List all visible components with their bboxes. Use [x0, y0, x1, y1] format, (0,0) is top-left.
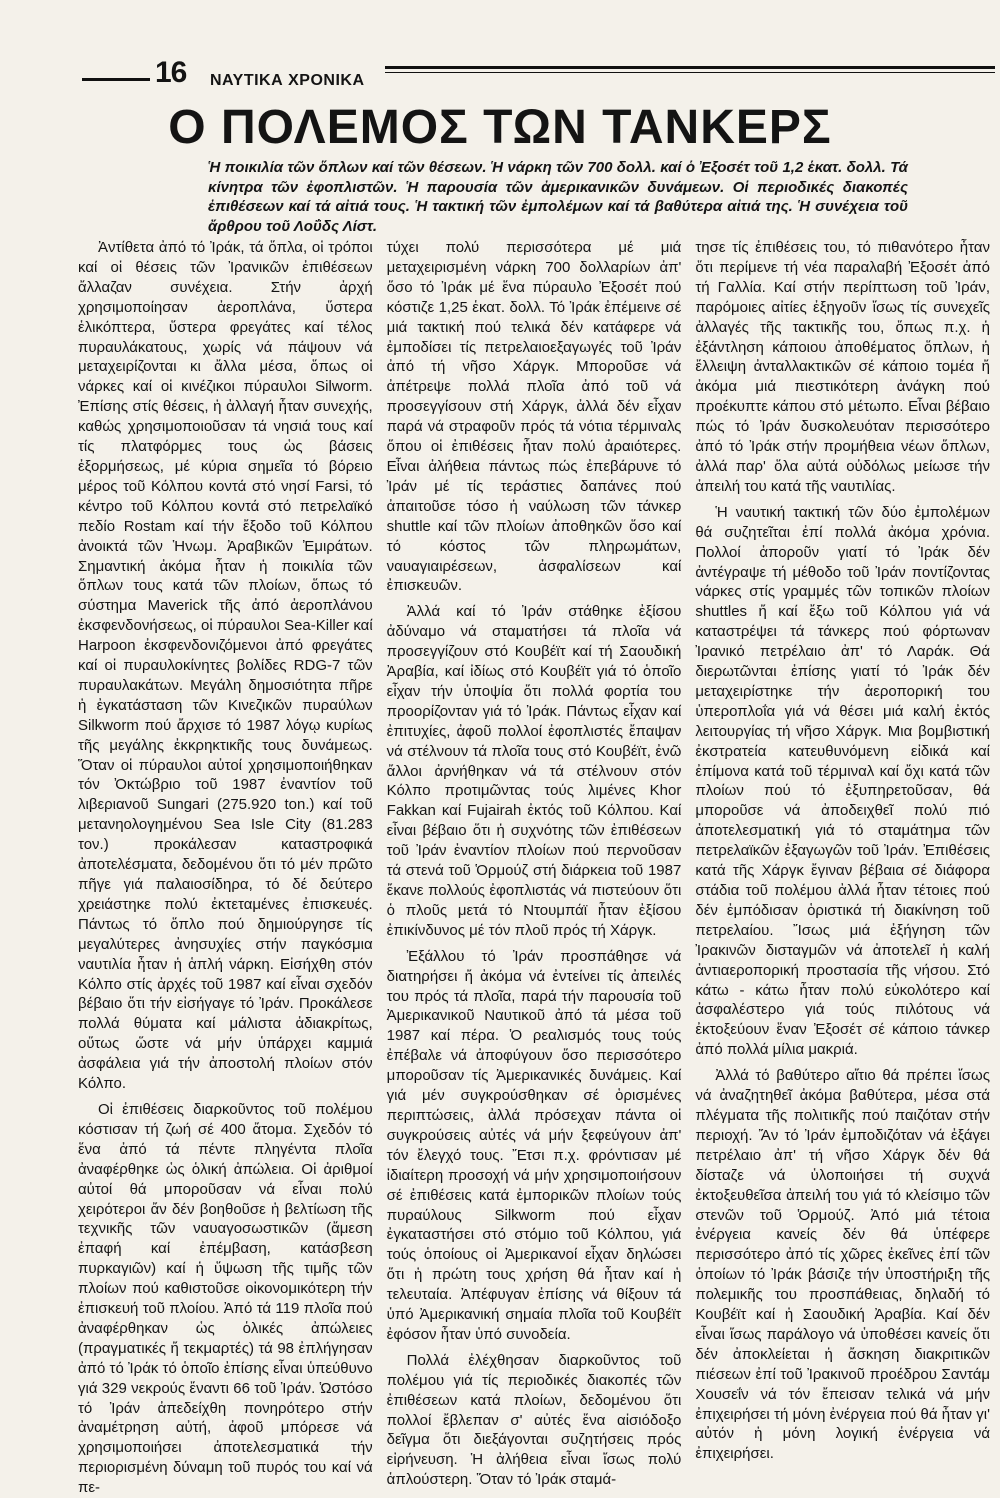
paragraph: Ἡ ναυτική τακτική τῶν δύο ἐμπολέμων θά συζητεῖται ἐπί πολλά ἀκόμα χρόνια. Πολλοί ἀποροῦν γιατί τό Ἰράκ δέν ἀντέγραψε τή μέθοδο τοῦ Ἰράν ποντίζοντας νάρκες στίς γραμμές τῶν τοπικῶν πλοίων shuttles ἤ καί ἔξω τοῦ Κόλπου γιά νά καταστρέψει τά τάνκερς πού φόρτωναν Ἰρανικό πετρέλαιο ἀπ' τό Λαράκ. Θά διερωτῶνται ἐπίσης γιατί τό Ἰράκ δέν μεταχειρίστηκε τήν ἀεροπορική του ὑπεροπλοΐα γιά νά θέσει μιά καλή ἐκτός λειτουργίας τή νῆσο Χάργκ. Μια βομβιστική ἐκστρατεία κατευθυνόμενη εἰδικά καί ἐπίμονα κατά τοῦ τέρμιναλ καί ὄχι κατά τῶν πλοίων πού τό ἐξυπηρετοῦσαν, θά μποροῦσε νά ἀποδειχθεῖ πολύ πιό ἀποτελεσματική γιά τό σταμάτημα τῶν πετρελαϊκῶν ἐξαγωγῶν τοῦ Ἰράν. Ἐπιθέσεις κατά τῆς Χάργκ ἔγιναν βέβαια σέ διάφορα στάδια τοῦ πολέμου ἀλλά ἦταν τέτοιες πού δέν ἐμπόδισαν ὁριστικά τή διακίνηση τοῦ πετρελαίου. Ἴσως μιά ἐξήγηση τῶν Ἰρακινῶν δισταγμῶν νά ἀποτελεῖ ἡ καλή ἀντιαεροπορική προστασία τῆς νήσου. Στό κάτω - κάτω ἦταν πολύ εὐκολότερο καί ἀσφαλέστερο γιά τούς πιλότους νά ἐκτοξεύουν ἕναν Ἐξοσέτ σέ κάποιο τάνκερ ἀπό πολλά μίλια μακριά. [695, 503, 991, 1059]
paragraph: Πολλά ἐλέχθησαν διαρκοῦντος τοῦ πολέμου γιά τίς περιοδικές διακοπές τῶν ἐπιθέσεων κατά πλοίων, δεδομένου ὅτι πολλοί ἔβλεπαν σ' αὐτές ἕνα αἰσιόδοξο δεῖγμα ὅτι διεξάγονται συζητήσεις πρός εἰρήνευση. Ἡ ἀλήθεια εἶναι ἴσως πολύ ἁπλούστερη. Ὅταν τό Ἰράκ σταμά- [386, 1351, 682, 1489]
header-rule-right-thin [385, 72, 995, 73]
header-rule-left [82, 78, 150, 81]
paragraph: Ἀντίθετα ἀπό τό Ἰράκ, τά ὅπλα, οἱ τρόποι καί οἱ θέσεις τῶν Ἰρανικῶν ἐπιθέσεων ἄλλαζαν συνέχεια. Στήν ἀρχή χρησιμοποίησαν ἀεροπλάνα, ὕστερα ἑλικόπτερα, ὕστερα φρεγάτες καί τέλος πυραυλάκατους, χωρίς νά πάψουν νά μεταχειρίζονται κι ἄλλα μέσα, ὅπως οἱ νάρκες καί οἱ κινέζικοι πύραυλοι Silworm. Ἐπίσης στίς θέσεις, ἡ ἀλλαγή ἦταν συνεχής, καθώς χρησιμοποιοῦσαν τά νησιά τους καί τίς πλατφόρμες τους ὡς βάσεις ἐξορμήσεως, μέ κύρια σημεῖα τό βόρειο μέρος τοῦ Κόλπου κοντά στό νησί Farsi, τό κέντρο τοῦ Κόλπου κοντά στό πετρελαϊκό πεδίο Rostam καί τήν ἔξοδο τοῦ Κόλπου ἀνοικτά τῶν Ἡνωμ. Ἀραβικῶν Ἐμιράτων. Σημαντική ἀκόμα ἦταν ἡ ποικιλία τῶν ὅπλων τους κατά τῶν πλοίων, ὅπως τό σύστημα Maverick τῆς ἀπό ἀεροπλάνου ἐκσφενδονήσεως, οἱ πύραυλοι Sea-Killer καί Harpoon ἐκσφενδονιζόμενοι ἀπό φρεγάτες καί οἱ πυραυλοκίνητες βολίδες RDG-7 τῶν πυραυλακάτων. Μεγάλη δημοσιότητα πῆρε ἡ ἐγκατάσταση τῶν Κινεζικῶν πυραύλων Silkworm πού ἄρχισε τό 1987 λόγῳ κυρίως τῆς μεγάλης ἐκκρηκτικῆς τους δυνάμεως. Ὅταν οἱ πύραυλοι αὐτοί χρησιμοποιήθηκαν τόν Ὀκτώβριο τοῦ 1987 ἐναντίον τοῦ λιβεριανοῦ Sungari (275.920 ton.) καί τοῦ μετανηολογημένου Sea Isle City (81.283 τον.) προκάλεσαν καταστροφικά ἀποτελέσματα, δεδομένου ὅτι τό μέν πρῶτο πῆγε γιά παλαιοσίδηρα, τό δέ δεύτερο χρειάστηκε πολύ ἐκτεταμένες ἐπισκευές. Πάντως τό ὅπλο πού δημιούργησε τίς μεγαλύτερες ἀνησυχίες στήν παγκόσμια ναυτιλία ἦταν ἡ ἁπλή νάρκη. Εἰσήχθη στόν Κόλπο στίς ἀρχές τοῦ 1987 καί εἶναι σχεδόν βέβαιο ὅτι τήν εἰσήγαγε τό Ἰράν. Προκάλεσε πολλά θύματα καί μάλιστα ἀδιακρίτως, οὕτως ὥστε νά μήν ὑπάρχει καμμιά ἀσφάλεια γιά τήν ἀποστολή πλοίων στόν Κόλπο. [78, 239, 373, 1093]
paragraph: Ἀλλά τό βαθύτερο αἴτιο θά πρέπει ἴσως νά ἀναζητηθεῖ ἀκόμα βαθύτερα, μέσα στά πλέγματα τῆς πολιτικῆς πού παιζόταν στήν περιοχή. Ἄν τό Ἰράν ἐμποδιζόταν νά ἐξάγει πετρέλαιο ἀπ' τή νῆσο Χάργκ δέν θά δίσταζε νά ὑλοποιήσει τή συχνά ἐκτοξευθεῖσα ἀπειλή του γιά τό κλείσιμο τῶν στενῶν τοῦ Ὁρμούζ. Ἀπό μιά τέτοια ἐνέργεια κανείς δέν θά ὑπέφερε περισσότερο ἀπό τίς χῶρες ἐκεῖνες ἐπί τῶν ὁποίων τό Ἰράκ βάσιζε τήν ὑποστήριξη τῆς πολεμικῆς του προσπάθειας, δηλαδή τό Κουβέϊτ καί ἡ Σαουδική Ἀραβία. Καί δέν εἶναι ἴσως παράλογο νά ὑποθέσει κανείς ὅτι δέν ἀποκλείεται ἡ ἄσκηση διακριτικῶν πιέσεων ἐπί τοῦ Ἰρακινοῦ προέδρου Σαντάμ Χουσεΐν νά τόν ἔπεισαν τελικά νά μήν ἐπιχειρήσει τή μόνη ἐνέργεια πού θά ἦταν γι' αὐτόν ἡ μόνη λογική ἐνέργεια νά ἐπιχειρήσει. [695, 1067, 991, 1463]
column-2 [386, 238, 682, 1489]
article-body [78, 238, 991, 1497]
article-title: Ο ΠΟΛΕΜΟΣ ΤΩΝ ΤΑΝΚΕΡΣ [168, 101, 832, 154]
paragraph: Οἱ ἐπιθέσεις διαρκοῦντος τοῦ πολέμου κόστισαν τή ζωή σέ 400 ἄτομα. Σχεδόν τό ἕνα ἀπό τά πέντε πληγέντα πλοῖα ἀναφέρθηκε ὡς ὁλική ἀπώλεια. Οἱ ἀριθμοί αὐτοί θά μποροῦσαν νά εἶναι πολύ χειρότεροι ἄν δέν βοηθοῦσε ἡ βελτίωση τῆς τεχνικῆς τῶν ναυαγοσωστικῶν (ἄμεση ἐπαφή καί ἐπέμβαση, κατάσβεση πυρκαγιῶν) καί ἡ ὕψωση τῆς τιμῆς τῶν πλοίων πού καθιστοῦσε οἰκονομικότερη τήν ἐπισκευή τοῦ πλοίου. Ἀπό τά 119 πλοῖα πού ἀναφέρθηκαν ὡς ὁλικές ἀπώλειες (πραγματικές ἤ τεκμαρτές) τά 98 ἐπλήγησαν ἀπό τό Ἰράκ τό ὁποῖο ἐπίσης εἶναι ὑπεύθυνο γιά 329 νεκρούς ἔναντι 66 τοῦ Ἰράν. Ὡστόσο τό Ἰράν ἀπεδείχθη πονηρότερο στήν ἀναμέτρηση αὐτή, ἀφοῦ μπόρεσε νά χρησιμοποιήσει ἀποτελεσματικά τήν περιορισμένη δύναμη τοῦ πυρός του καί νά πε- [78, 1100, 373, 1497]
article-subtitle: Ἡ ποικιλία τῶν ὅπλων καί τῶν θέσεων. Ἡ νάρκη τῶν 700 δολλ. καί ὁ Ἐξοσέτ τοῦ 1,2 ἑκατ. δολλ. Τά κίνητρα τῶν ἐφοπλιστῶν. Ἡ παρουσία τῶν ἀμερικανικῶν δυνάμεων. Οἱ περιοδικές διακοπές ἐπιθέσεων καί τά αἰτιά τους. Ἡ τακτική τῶν ἐμπολέμων καί τά βαθύτερα αἰτιά της. Ἡ συνέχεια τοῦ ἄρθρου τοῦ Λοΰδς Λίστ. [208, 159, 908, 235]
header-rule-right [385, 66, 995, 69]
paragraph: τύχει πολύ περισσότερα μέ μιά μεταχειρισμένη νάρκη 700 δολλαρίων ἀπ' ὅσο τό Ἰράκ μέ ἕνα πύραυλο Ἐξοσέτ πού κόστιζε 1,25 ἑκατ. δολλ. Τό Ἰράκ ἐπέμεινε σέ μιά τακτική πού τελικά δέν κατάφερε νά ἐμποδίσει τίς πετρελαιοεξαγωγές τοῦ Ἰράν ἀπό τή νῆσο Χάργκ. Μποροῦσε νά ἀπέτρεψε πολλά πλοῖα ἀπό τοῦ νά προσεγγίσουν στή Χάργκ, ἀλλά δέν εἶχαν παρά νά στραφοῦν πρός τά νότια τέρμιναλς ὅπου οἱ ἐπιθέσεις ἦταν πολύ ἀραιότερες. Εἶναι ἀλήθεια πάντως πώς ἐπεβάρυνε τό Ἰράν μέ τίς τεράστιες δαπάνες πού ἀπαιτοῦσε τόσο ἡ ναύλωση τῶν τάνκερ shuttle καί τῶν πλοίων ἀποθηκῶν ὅσο καί τό κόστος τῶν πληρωμάτων, ναυαγιαιρέσεων, ἀσφαλίσεων καί ἐπισκευῶν. [386, 239, 682, 595]
paragraph: τησε τίς ἐπιθέσεις του, τό πιθανότερο ἦταν ὅτι περίμενε τή νέα παραλαβή Ἐξοσέτ ἀπό τή Γαλλία. Καί στήν περίπτωση τοῦ Ἰράν, παρόμοιες αἰτίες ἐξηγοῦν ἴσως τίς συνεχεῖς ἀλλαγές τῆς τακτικῆς του, ὅπως π.χ. ἡ ἐξάντληση κάποιου ἀποθέματος ὅπλων, ἡ ἔλλειψη ἀνταλλακτικῶν σέ κάποιο τομέα ἤ ἀκόμα μιά πιεστικότερη ἀνάγκη πού προέκυπτε κάπου στό μέτωπο. Εἶναι βέβαιο πώς τό Ἰράν δυσκολευόταν περισσότερο ἀπό τό Ἰράκ στήν προμήθεια νέων ὅπλων, ἀλλά παρ' ὅλα αὐτά οὐδόλως μείωσε τήν ἀπειλή του κατά τῆς ναυτιλίας. [695, 239, 991, 495]
paragraph: Ἀλλά καί τό Ἰράν στάθηκε ἐξίσου ἀδύναμο νά σταματήσει τά πλοῖα νά προσεγγίζουν στό Κουβέϊτ καί τή Σαουδική Ἀραβία, καί ἰδίως στό Κουβέϊτ γιά τό ὁποῖο εἶχαν τήν ὑποψία ὅτι πολλά φορτία του προορίζονταν γιά τό Ἰράκ. Πάντως εἶχαν καί ἐπιτυχίες, ἀφοῦ πολλοί ἐφοπλιστές ἔπαψαν νά στέλνουν τά πλοῖα τους στό Κουβέϊτ, ἐνῶ ἄλλοι ἀρνήθηκαν νά τά στέλνουν στόν Κόλπο προτιμῶντας τούς λιμένες Khor Fakkan καί Fujairah ἐκτός τοῦ Κόλπου. Καί εἶναι βέβαιο ὅτι ἡ συχνότης τῶν ἐπιθέσεων τοῦ Ἰράν ἐναντίον πλοίων πού περνοῦσαν τά στενά τοῦ Ὁρμούζ στή διάρκεια τοῦ 1987 ἔκανε πολλούς ἐφοπλιστάς νά πιστεύουν ὅτι ὁ πλοῦς μετά τό Ντουμπάϊ ἦταν ἐξίσου ἐπικίνδυνος μέ τόν πλοῦ πρός τή Χάργκ. [386, 603, 682, 939]
section-title: ΝΑΥΤΙΚΑ ΧΡΟΝΙΚΑ [210, 72, 365, 89]
column-1 [78, 238, 373, 1497]
page-number: 16 [155, 56, 187, 89]
paragraph: Ἐξάλλου τό Ἰράν προσπάθησε νά διατηρήσει ἤ ἀκόμα νά ἐντείνει τίς ἀπειλές του πρός τά πλοῖα, παρά τήν παρουσία τοῦ Ἀμερικανικοῦ Ναυτικοῦ ἀπό τά μέσα τοῦ 1987 καί πέρα. Ὁ ρεαλισμός τους τούς ἐπέβαλε νά ἀποφύγουν ὅσο περισσότερο μποροῦσαν τίς Ἀμερικανικές δυνάμεις. Καί γιά μέν συγκρούσθηκαν σέ ὁρισμένες περιπτώσεις, ἀλλά πρόσεχαν πάντα οἱ συγκρούσεις αὐτές νά μήν ξεφεύγουν ἀπ' τόν ἔλεγχό τους. Ἔτσι π.χ. φρόντισαν μέ ἰδιαίτερη προσοχή νά μήν χρησιμοποιήσουν σέ ἐπιθέσεις κατά ἐμπορικῶν πλοίων τούς πυραύλους Silkworm πού εἶχαν ἐγκαταστήσει στό στόμιο τοῦ Κόλπου, γιά τούς ὁποίους οἱ Ἀμερικανοί εἶχαν δηλώσει ὅτι ἡ πρώτη τους χρήση θά ἦταν καί ἡ τελευταία. Ἀπέφυγαν ἐπίσης νά θίξουν τά ὑπό Ἀμερικανική σημαία πλοῖα τοῦ Κουβέϊτ ἐφόσον ἦταν ὑπό συνοδεία. [386, 947, 682, 1343]
column-3 [695, 238, 991, 1463]
page-header [0, 48, 1000, 108]
